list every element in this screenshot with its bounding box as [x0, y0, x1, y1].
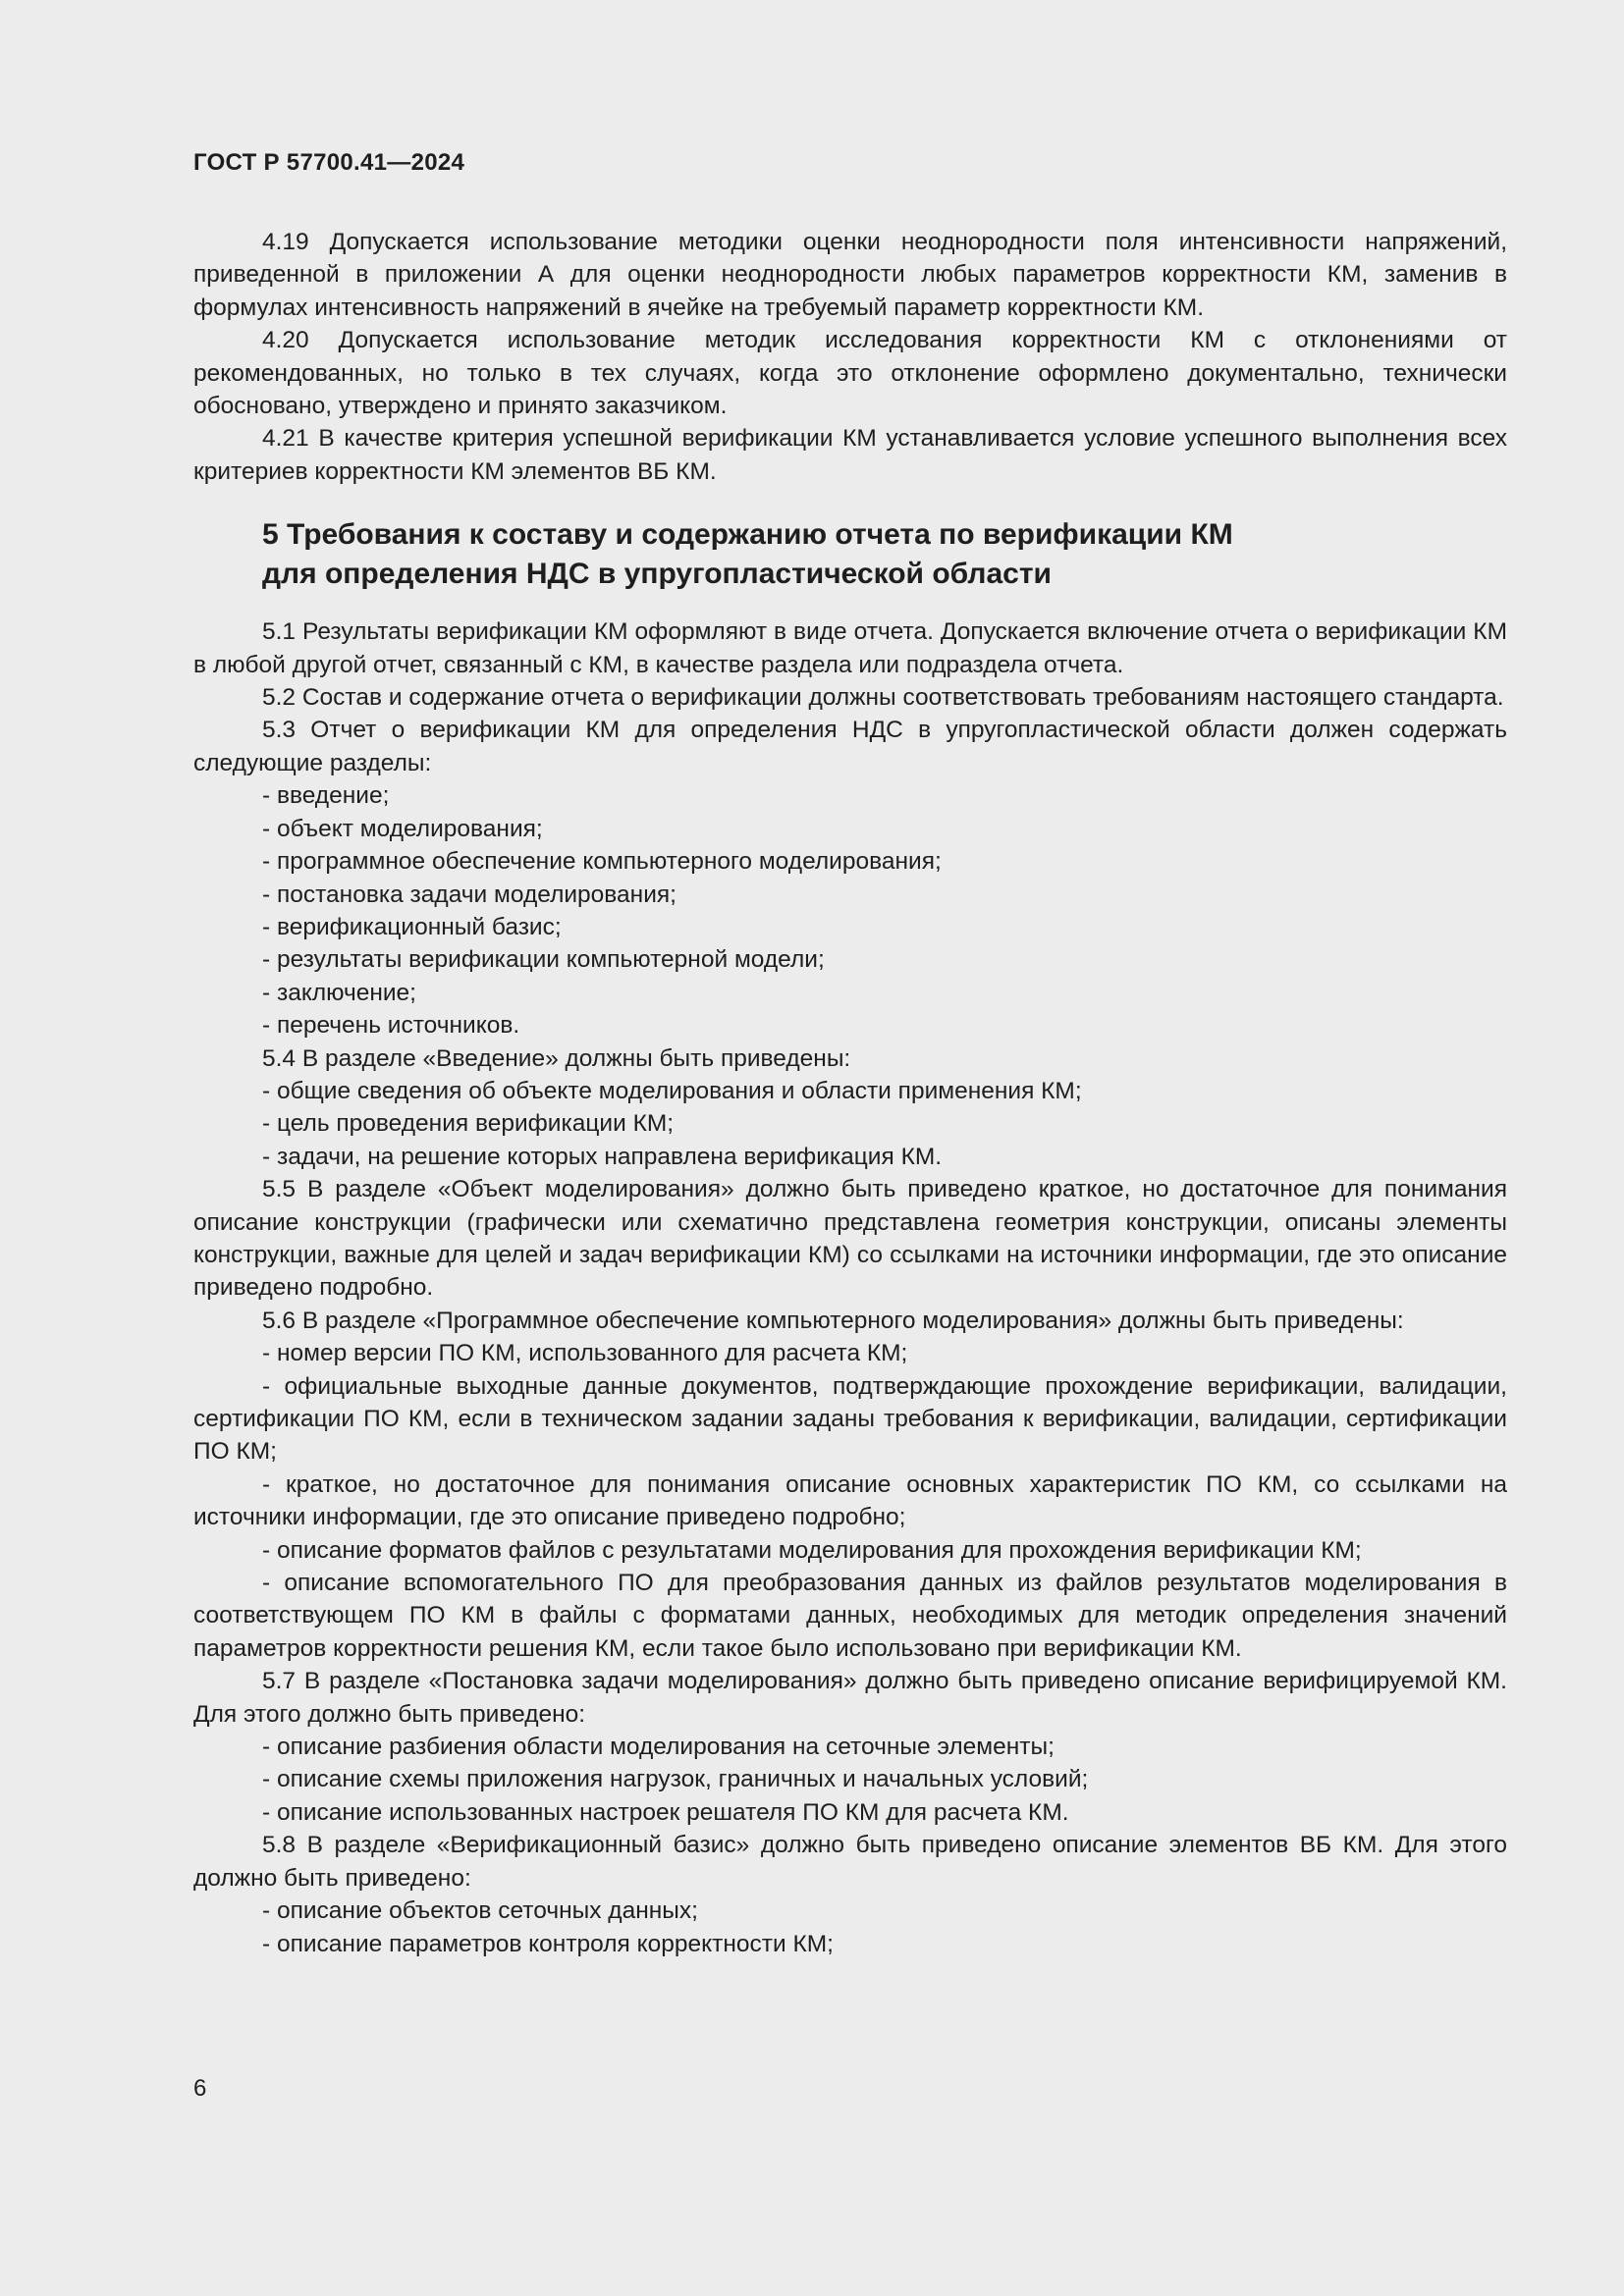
- paragraph-5-5: 5.5 В разделе «Объект моделирования» должно быть приведено краткое, но достаточное для понимания описание конструкции (графически или схематично представлена геометрия конструкции, описаны элементы конструкции, важные для целей и задач верификации КМ) со ссылками на источники информации, где это описание приведено подробно.: [193, 1176, 1507, 1302]
- section-5-heading-line1: 5 Требования к составу и содержанию отчета по верификации КМ: [262, 518, 1233, 552]
- list-item: - программное обеспечение компьютерного моделирования;: [262, 848, 942, 876]
- list-item: - введение;: [262, 782, 390, 810]
- list-item: - результаты верификации компьютерной модели;: [262, 946, 825, 974]
- list-item: - официальные выходные данные документов, подтверждающие прохождение верификации, валидации, сертификации ПО КМ, если в техническом задании заданы требования к верификации, валидации, сертификации ПО КМ;: [193, 1372, 1507, 1466]
- paragraph-5-4: 5.4 В разделе «Введение» должны быть приведены:: [262, 1044, 851, 1072]
- paragraph-4-21: 4.21 В качестве критерия успешной верификации КМ устанавливается условие успешного выполнения всех критериев корректности КМ элементов ВБ КМ.: [193, 425, 1507, 485]
- list-item: - описание форматов файлов с результатами моделирования для прохождения верификации КМ;: [262, 1536, 1362, 1564]
- list-item: - перечень источников.: [262, 1012, 520, 1040]
- paragraph-5-3: 5.3 Отчет о верификации КМ для определения НДС в упругопластической области должен содержать следующие разделы:: [193, 717, 1507, 776]
- section-5-heading: [262, 515, 1507, 594]
- paragraph-4-19: 4.19 Допускается использование методики оценки неоднородности поля интенсивности напряжений, приведенной в приложении А для оценки неоднородности любых параметров корректности КМ, заменив в формулах интенсивность напряжений в ячейке на требуемый параметр корректности КМ.: [193, 229, 1507, 321]
- standard-header: ГОСТ Р 57700.41—2024: [193, 149, 465, 176]
- paragraph-5-7: 5.7 В разделе «Постановка задачи моделирования» должно быть приведено описание верифицируемой КМ. Для этого должно быть приведено:: [193, 1668, 1507, 1728]
- list-item: - описание использованных настроек решателя ПО КМ для расчета КМ.: [262, 1798, 1069, 1826]
- list-item: - описание схемы приложения нагрузок, граничных и начальных условий;: [262, 1766, 1089, 1793]
- list-item: - верификационный базис;: [262, 913, 562, 940]
- document-body: [193, 226, 1507, 1960]
- paragraph-4-20: 4.20 Допускается использование методик исследования корректности КМ с отклонениями от рекомендованных, но только в тех случаях, когда это отклонение оформлено документально, технически обосновано, утверждено и принято заказчиком.: [193, 327, 1507, 420]
- page-number: 6: [193, 2075, 207, 2102]
- list-item: - постановка задачи моделирования;: [262, 881, 677, 908]
- paragraph-5-2: 5.2 Состав и содержание отчета о верификации должны соответствовать требованиям настоящего стандарта.: [262, 684, 1504, 712]
- list-item: - описание объектов сеточных данных;: [262, 1897, 698, 1925]
- paragraph-5-6: 5.6 В разделе «Программное обеспечение компьютерного моделирования» должны быть приведены:: [262, 1307, 1404, 1334]
- list-item: - описание разбиения области моделирования на сеточные элементы;: [262, 1734, 1055, 1761]
- list-item: - задачи, на решение которых направлена верификация КМ.: [262, 1143, 943, 1170]
- list-item: - описание вспомогательного ПО для преобразования данных из файлов результатов моделирования в соответствующем ПО КМ в файлы с форматами данных, необходимых для методик определения значений параметров корректности решения КМ, если такое было использовано при верификации КМ.: [193, 1570, 1507, 1662]
- list-item: - описание параметров контроля корректности КМ;: [262, 1930, 834, 1957]
- paragraph-5-8: 5.8 В разделе «Верификационный базис» должно быть приведено описание элементов ВБ КМ. Для этого должно быть приведено:: [193, 1832, 1507, 1892]
- list-item: - краткое, но достаточное для понимания описание основных характеристик ПО КМ, со ссылками на источники информации, где это описание приведено подробно;: [193, 1470, 1507, 1531]
- list-item: - цель проведения верификации КМ;: [262, 1110, 675, 1138]
- list-item: - заключение;: [262, 979, 416, 1006]
- list-item: - номер версии ПО КМ, использованного для расчета КМ;: [262, 1340, 908, 1367]
- list-item: - общие сведения об объекте моделирования и области применения КМ;: [262, 1077, 1082, 1104]
- paragraph-5-1: 5.1 Результаты верификации КМ оформляют в виде отчета. Допускается включение отчета о верификации КМ в любой другой отчет, связанный с КМ, в качестве раздела или подраздела отчета.: [193, 618, 1507, 678]
- section-5-heading-line2: для определения НДС в упругопластической области: [262, 558, 1052, 591]
- list-item: - объект моделирования;: [262, 815, 543, 842]
